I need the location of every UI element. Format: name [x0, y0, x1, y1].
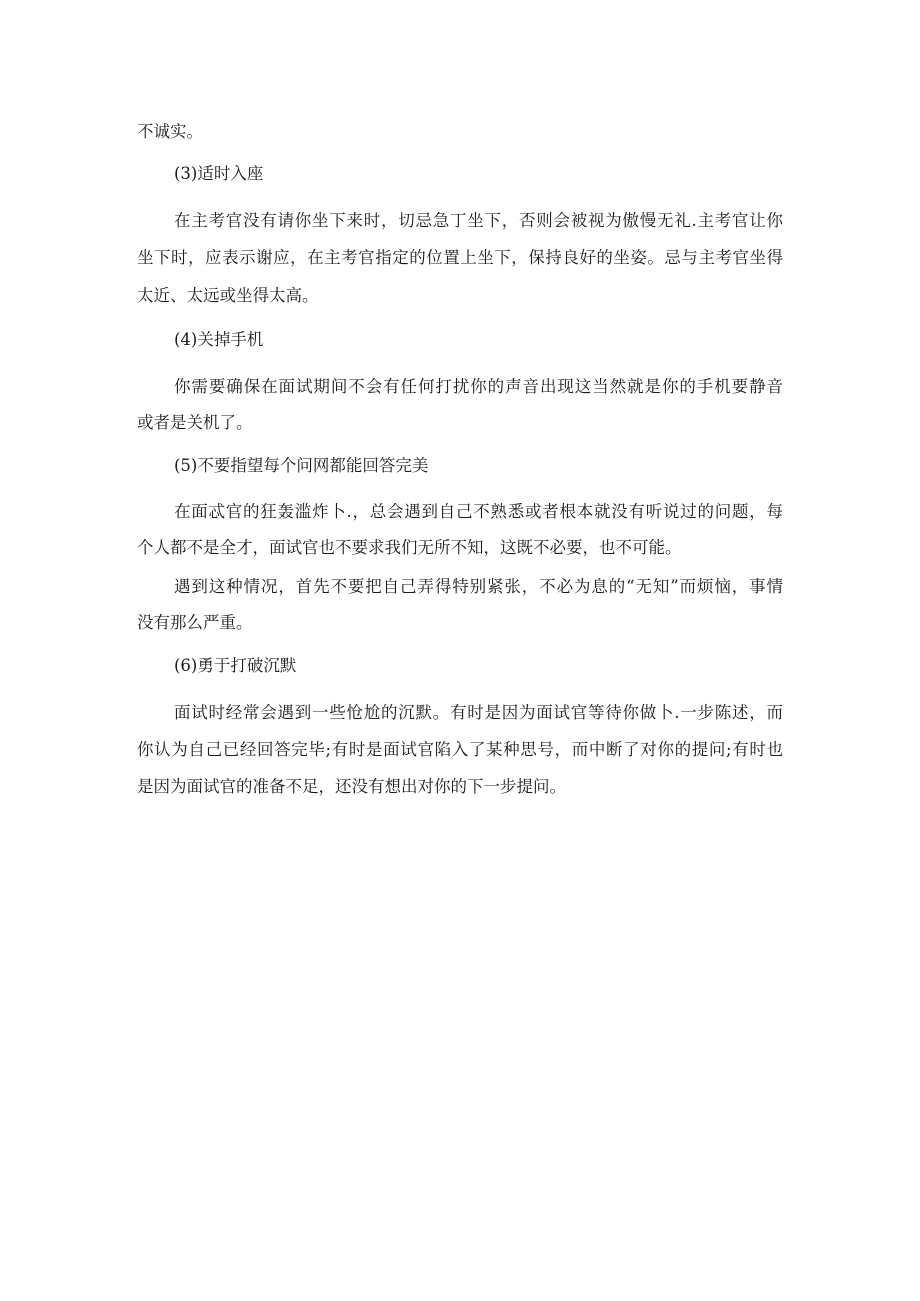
paragraph-line: 你需要确保在面试期间不会有任何打扰你的声音出现这当然就是你的手机要静音 — [174, 377, 783, 396]
paragraph-line: 太近、太远或坐得太高。 — [137, 286, 319, 305]
section-heading: (6)勇于打破沉默 — [174, 656, 297, 675]
paragraph-line: 是因为面试官的准备不足，还没有想出对你的下一步提问。 — [137, 777, 566, 796]
paragraph-line: 坐下时，应表示谢应，在主考官指定的位置上坐下，保持良好的坐姿。忌与主考官坐得 — [137, 248, 783, 267]
paragraph-line: 在面忒官的狂轰滥炸卜.，总会遇到自己不熟悉或者根本就没有听说过的问题，每 — [174, 502, 783, 521]
paragraph-line: 个人都不是全才，面试官也不要求我们无所不知，这既不必要，也不可能。 — [137, 538, 682, 557]
section-heading: (4)关掉手机 — [174, 330, 264, 349]
paragraph-line: 遇到这种情况，首先不要把自己弄得特别紧张，不必为息的“无知”而烦恼，事情 — [174, 577, 783, 596]
section-heading: (5)不要指望每个问网都能回答完美 — [174, 456, 429, 475]
section-heading: (3)适时入座 — [174, 164, 264, 183]
paragraph-line: 你认为自己已经回答完毕;有时是面试官陷入了某种思号，而中断了对你的提问;有时也 — [137, 740, 783, 759]
paragraph-line: 没有那么严重。 — [137, 613, 253, 632]
paragraph-line: 在主考官没有请你坐下来时，切忌急丁坐下，否则会被视为傲慢无礼.主考官让你 — [174, 211, 783, 230]
paragraph-line: 面试时经常会遇到一些怆尬的沉默。有时是因为面试官等待你做卜.一步陈述，而 — [174, 703, 783, 722]
paragraph-line: 或者是关机了。 — [137, 413, 253, 432]
paragraph-line: 不诚实。 — [137, 122, 203, 141]
